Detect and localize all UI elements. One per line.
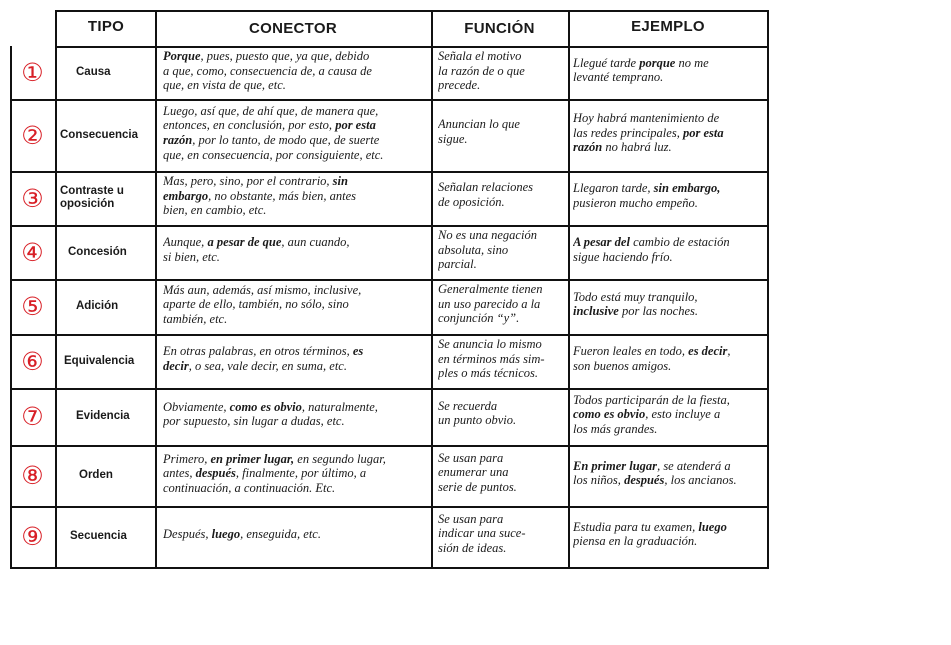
row-type-label: Concesión (68, 245, 127, 258)
table-rule (10, 225, 769, 227)
example-text: Hoy habrá mantenimiento de las redes principales, por esta razón no habrá luz. (573, 111, 724, 155)
header-funcion: FUNCIÓN (464, 20, 535, 37)
connector-list: Después, luego, enseguida, etc. (163, 527, 321, 542)
function-text: Generalmente tienen un uso parecido a la conjunción “y”. (438, 282, 543, 326)
connector-list: Porque, pues, puesto que, ya que, debido a que, como, consecuencia de, a causa de que, en vista de que, etc. (163, 49, 372, 93)
example-text: Estudia para tu examen, luego piensa en la graduación. (573, 519, 727, 549)
function-text: Se usan para indicar una suce- sión de ideas. (438, 511, 526, 555)
example-text: Llegaron tarde, sin embargo, pusieron mucho empeño. (573, 181, 721, 210)
row-number-badge: ⑥ (21, 348, 44, 374)
connector-list: Más aun, además, así mismo, inclusive, aparte de ello, también, no sólo, sino también, etc. (163, 282, 362, 326)
row-type-label: Consecuencia (60, 128, 138, 141)
table-rule (10, 388, 769, 390)
table-rule (55, 10, 769, 12)
row-number-badge: ⑨ (21, 524, 44, 549)
header-conector: CONECTOR (249, 20, 337, 37)
connector-list: Primero, en primer lugar, en segundo lugar, antes, después, finalmente, por último, a continuación, a continuación. Etc. (163, 451, 386, 495)
table-rule (568, 46, 570, 568)
table-rule (431, 10, 433, 47)
row-type-label: Orden (79, 469, 113, 481)
connector-list: Aunque, a pesar de que, aun cuando, si bien, etc. (163, 235, 350, 264)
header-ejemplo: EJEMPLO (631, 18, 705, 35)
table-rule (431, 46, 433, 568)
connector-list: En otras palabras, en otros términos, es decir, o sea, vale decir, en suma, etc. (163, 344, 364, 373)
row-type-label: Causa (76, 66, 111, 78)
row-type-label: Evidencia (76, 410, 130, 422)
connector-list: Luego, así que, de ahí que, de manera que, entonces, en conclusión, por esto, por esta razón, por lo tanto, de modo que, de suerte que, en consecuencia, por consiguiente, etc. (163, 103, 384, 162)
table-rule (767, 10, 769, 47)
table-rule (55, 46, 57, 568)
function-text: Señala el motivo la razón de o que precede. (438, 49, 525, 93)
row-type-label: Contraste u oposición (60, 185, 124, 210)
table-rule (568, 10, 570, 47)
function-text: Anuncian lo que sigue. (438, 117, 520, 146)
connector-list: Obviamente, como es obvio, naturalmente, por supuesto, sin lugar a dudas, etc. (163, 399, 378, 429)
row-type-label: Secuencia (70, 530, 127, 542)
table-rule (10, 99, 769, 101)
table-rule (10, 279, 769, 281)
table-rule (10, 506, 769, 508)
table-rule (10, 334, 769, 336)
table-rule (10, 171, 769, 173)
row-number-badge: ⑤ (21, 294, 44, 319)
example-text: Llegué tarde porque no me levanté temprano. (573, 55, 709, 85)
function-text: Señalan relaciones de oposición. (438, 180, 534, 209)
row-number-badge: ③ (21, 185, 44, 211)
example-text: Fueron leales en todo, es decir, son buenos amigos. (573, 344, 731, 373)
row-number-badge: ② (21, 122, 44, 148)
example-text: Todo está muy tranquilo, inclusive por las noches. (573, 289, 699, 319)
function-text: Se recuerda un punto obvio. (438, 398, 517, 428)
row-number-badge: ⑧ (21, 463, 44, 488)
table-rule (10, 567, 769, 569)
row-type-label: Equivalencia (64, 354, 135, 367)
function-text: Se usan para enumerar una serie de puntos. (438, 450, 517, 494)
table-rule (55, 10, 57, 47)
header-tipo: TIPO (87, 18, 125, 35)
example-text: En primer lugar, se atenderá a los niños, después, los ancianos. (573, 458, 737, 488)
row-type-label: Adición (76, 300, 119, 312)
row-number-badge: ④ (21, 239, 44, 265)
table-rule (155, 10, 157, 47)
function-text: Se anuncia lo mismo en términos más sim- ples o más técnicos. (438, 337, 545, 381)
row-number-badge: ① (21, 60, 44, 85)
example-text: A pesar del cambio de estación sigue haciendo frío. (573, 235, 730, 264)
row-number-badge: ⑦ (21, 404, 44, 429)
table-rule (10, 445, 769, 447)
table-rule (55, 46, 769, 48)
example-text: Todos participarán de la fiesta, como es obvio, esto incluye a los más grandes. (573, 392, 730, 436)
function-text: No es una negación absoluta, sino parcial. (438, 228, 537, 272)
connector-list: Mas, pero, sino, por el contrario, sin embargo, no obstante, más bien, antes bien, en cambio, etc. (163, 174, 357, 218)
